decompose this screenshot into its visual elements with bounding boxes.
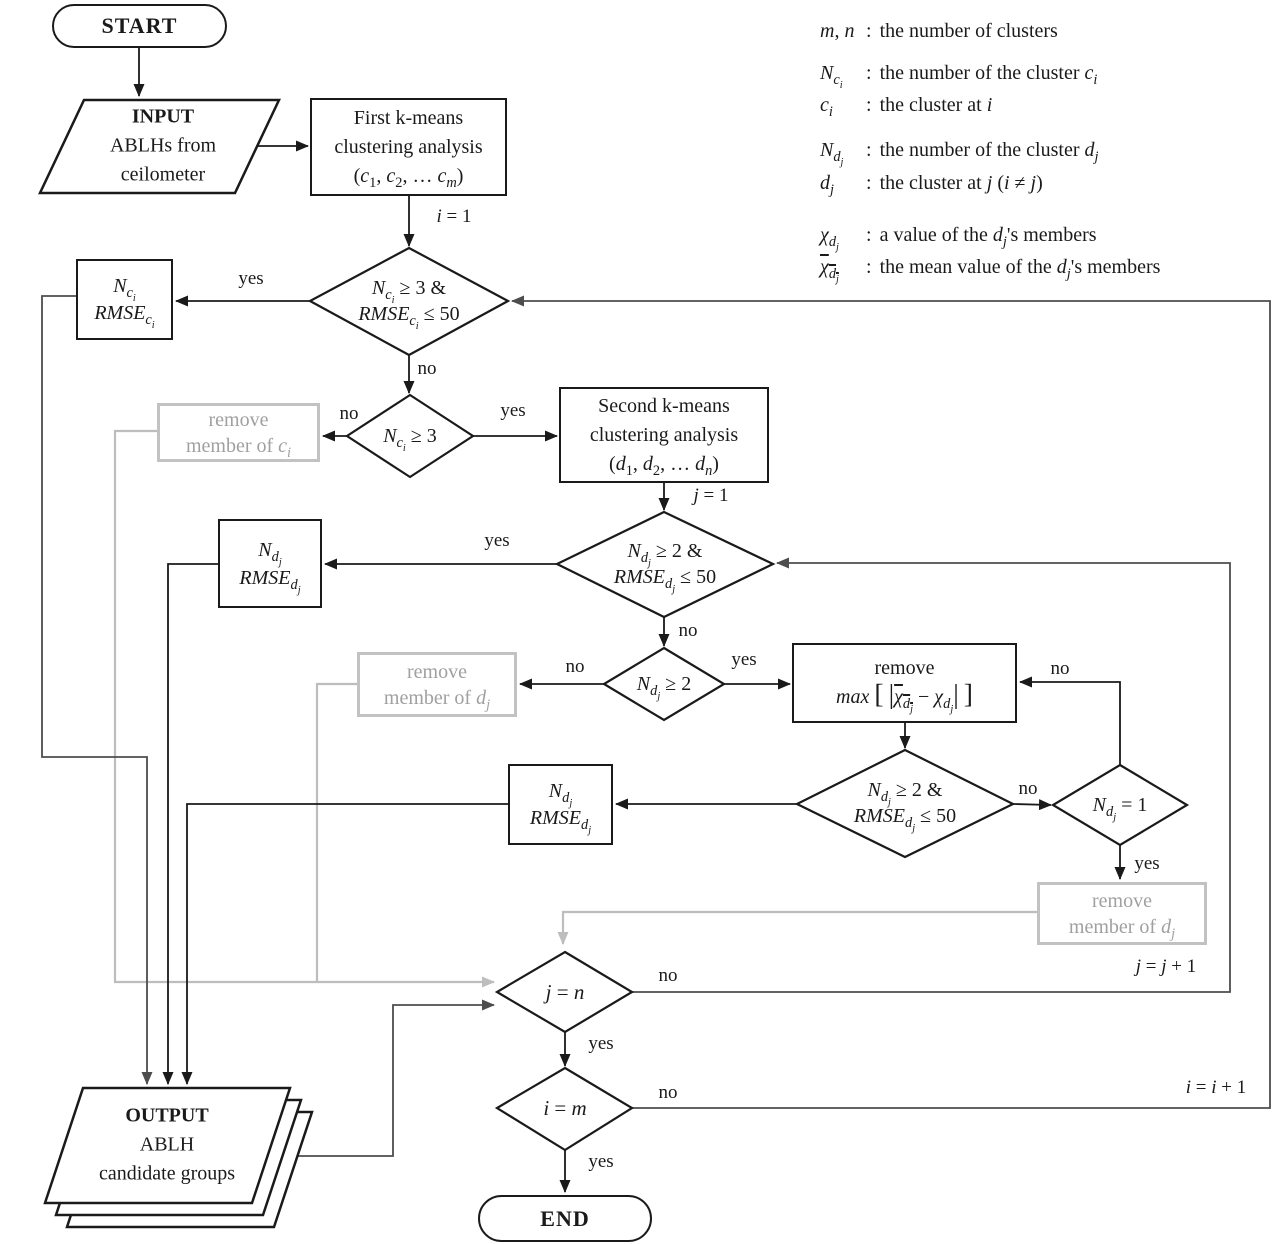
legend-desc-dj: the cluster at j (i ≠ j) — [879, 172, 1043, 194]
label-no-d1: no — [417, 358, 437, 379]
label-yes-d3: yes — [484, 530, 510, 551]
decision-ndj-rmse1-text — [613, 538, 717, 595]
label-no-d4: no — [565, 656, 585, 677]
label-no-d5: no — [1018, 778, 1038, 799]
edge-removedj1-join — [317, 684, 357, 981]
edge-storeci-to-output — [42, 296, 147, 1084]
label-yes-d2: yes — [500, 400, 526, 421]
legend-desc-chi: a value of the $d_j's$ members — [879, 224, 1097, 250]
output-title: OUTPUT — [125, 1104, 209, 1127]
store-dj2-node — [508, 764, 613, 845]
store-dj2-line1: $N_{d_j}$ — [548, 779, 573, 809]
kmeans1-node — [310, 98, 507, 196]
edge-output-to-jn — [297, 1005, 494, 1156]
black-edges — [139, 48, 1120, 1192]
legend-row-nci — [820, 62, 1098, 91]
edge-d6-no-removemax — [1020, 682, 1120, 765]
decision-ndj1-line1: $N_{d_j} = 1$ — [1092, 794, 1148, 823]
decision-ndj2-line1: $N_{d_j} \ge 2$ — [636, 673, 692, 702]
start-node — [52, 4, 227, 48]
store-ci-node — [76, 259, 173, 340]
legend-desc-ndj: the number of the cluster $d_j$ — [879, 139, 1099, 165]
label-no-im: no — [658, 1082, 678, 1103]
decision-ndj-rmse2-line1: $N_{d_j} \ge 2$ & — [867, 779, 943, 808]
legend-row-mn — [820, 20, 1058, 43]
kmeans2-line2: clustering analysis — [589, 423, 739, 446]
legend-symbol-nci: $N_{c_i}$ — [820, 62, 843, 91]
remove-dj2-node — [1037, 882, 1207, 945]
kmeans1-line3: ($c_1$, $c_2$, … $c_m$) — [353, 164, 464, 191]
store-dj2-line2: $RMSE_{d_j}$ — [529, 806, 592, 836]
label-yes-d1: yes — [238, 268, 264, 289]
legend-row-dj — [820, 172, 1043, 198]
remove-ci-line2: member of $c_i$ — [185, 434, 292, 461]
input-title: INPUT — [131, 105, 195, 128]
store-ci-line1: $N_{c_i}$ — [113, 274, 136, 304]
legend-symbol-dj: $d_j$ — [820, 172, 834, 198]
output-line3: candidate groups — [98, 1162, 236, 1185]
decision-ndj-rmse1-line1: $N_{d_j} \ge 2$ & — [627, 540, 703, 569]
remove-ci-line1: remove — [208, 408, 269, 431]
label-no-d2: no — [339, 403, 359, 424]
input-line2: ABLHs from — [109, 134, 217, 157]
remove-dj2-line1: remove — [1092, 889, 1152, 912]
decision-nci3-line1: $N_{c_i} \ge 3$ — [383, 425, 437, 454]
remove-dj1-line1: remove — [407, 660, 467, 683]
decision-nci-rmse-line1: $N_{c_i} \ge 3$ & — [371, 277, 447, 306]
decision-nci-rmse-text — [358, 275, 460, 332]
input-node-text — [110, 103, 216, 190]
legend-colon: : — [866, 62, 872, 84]
label-no-jn: no — [658, 965, 678, 986]
kmeans1-line1: First k-means — [353, 106, 464, 129]
legend-symbol-ci: $c_i$ — [820, 94, 833, 120]
label-j-incr: j = j + 1 — [1135, 956, 1197, 977]
store-ci-line2: $RMSE_{c_i}$ — [94, 301, 155, 331]
edge-store2-output — [187, 804, 508, 1084]
legend-colon: : — [866, 139, 872, 161]
decision-im-line1: i = m — [543, 1096, 587, 1120]
start-label: START — [101, 13, 178, 38]
remove-dj1-line2: member of $d_j$ — [383, 686, 491, 713]
kmeans2-line3: ($d_1$, $d_2$, … $d_n$) — [609, 452, 719, 479]
remove-max-line2: max [ $|\chi_{d_j} - \chi_{d_j}|$ ] — [836, 678, 973, 715]
label-i-init: i = 1 — [436, 206, 472, 227]
decision-jn-line1: j = n — [545, 980, 585, 1004]
decision-jn-text — [546, 979, 585, 1005]
legend-symbol-chi: $\chi_{d_j}$ — [820, 224, 839, 253]
legend-colon: : — [866, 224, 872, 246]
edge-d5-no-d6 — [1013, 804, 1051, 805]
legend-row-ci — [820, 94, 993, 120]
decision-ndj-rmse2-line2: $RMSE_{d_j} \le 50$ — [853, 805, 957, 834]
kmeans2-line1: Second k-means — [598, 394, 730, 417]
store-dj1-line1: $N_{d_j}$ — [258, 538, 282, 568]
edge-removedj2-to-jn — [563, 912, 1037, 944]
remove-max-node — [792, 643, 1017, 723]
decision-im-text — [543, 1095, 586, 1121]
legend-row-chibar — [820, 256, 1161, 285]
remove-ci-node — [157, 403, 320, 462]
store-dj1-line2: $RMSE_{d_j}$ — [239, 566, 301, 596]
remove-max-line1: remove — [874, 657, 935, 679]
kmeans1-line2: clustering analysis — [334, 135, 483, 158]
decision-ndj1-text — [1092, 792, 1148, 823]
input-line3: ceilometer — [120, 163, 206, 186]
store-dj1-node — [218, 519, 322, 608]
output-line2: ABLH — [139, 1133, 195, 1156]
decision-nci3-text — [383, 423, 437, 454]
legend-desc-mn: the number of clusters — [879, 20, 1058, 42]
legend-symbol-ndj: $N_{d_j}$ — [820, 139, 844, 168]
legend-symbol-chibar: $\chi_{d_j}$ — [820, 256, 839, 285]
legend-symbol-mn: m, n — [820, 20, 855, 42]
legend-desc-ci: the cluster at i — [879, 94, 993, 116]
remove-dj1-node — [357, 652, 517, 717]
legend-colon: : — [866, 256, 872, 278]
label-yes-im: yes — [588, 1151, 614, 1172]
end-node — [478, 1195, 652, 1242]
decision-ndj2-text — [636, 671, 692, 702]
legend-colon: : — [866, 20, 872, 42]
legend-desc-chibar: the mean value of the $d_j's$ members — [879, 256, 1161, 282]
end-label: END — [540, 1205, 590, 1231]
legend-row-ndj — [820, 139, 1099, 168]
decision-nci-rmse-line2: $RMSE_{c_i} \le 50$ — [358, 303, 460, 332]
decision-ndj-rmse1-line2: $RMSE_{d_j} \le 50$ — [613, 566, 717, 595]
legend-colon: : — [866, 172, 872, 194]
label-j-init: j = 1 — [693, 485, 729, 506]
label-yes-d6: yes — [1134, 853, 1160, 874]
label-yes-d4: yes — [731, 649, 757, 670]
decision-ndj-rmse2-text — [853, 777, 957, 834]
legend-colon: : — [866, 94, 872, 116]
output-node-text — [99, 1102, 235, 1189]
label-no-d3: no — [678, 620, 698, 641]
edge-store1-output — [168, 564, 218, 1084]
label-no-d6: no — [1050, 658, 1070, 679]
label-i-incr: i = i + 1 — [1185, 1077, 1247, 1098]
kmeans2-node — [559, 387, 769, 483]
legend-row-chi — [820, 224, 1097, 253]
remove-dj2-line2: member of $d_j$ — [1068, 915, 1176, 942]
label-yes-jn: yes — [588, 1033, 614, 1054]
legend-desc-nci: the number of the cluster $c_i$ — [879, 62, 1098, 88]
